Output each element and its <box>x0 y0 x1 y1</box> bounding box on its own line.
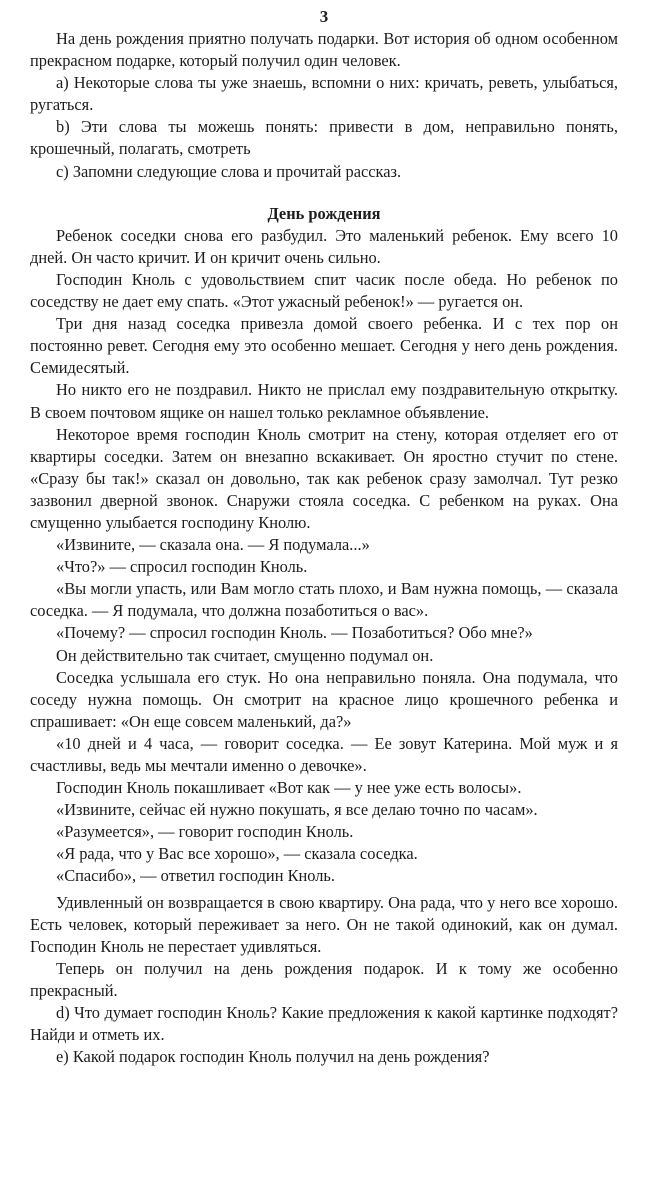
story-paragraph: Но никто его не поздравил. Никто не прислал ему поздравительную открытку. В своем почтовом ящике он нашел только рекламное объявление. <box>30 380 618 422</box>
story-paragraph: Ребенок соседки снова его разбудил. Это маленький ребенок. Ему всего 10 дней. Он часто кричит. И он кричит очень сильно. <box>30 225 618 267</box>
story-title: День рождения <box>267 203 381 223</box>
story-paragraph: Теперь он получил на день рождения подарок. И к тому же особенно прекрасный. <box>30 958 618 1000</box>
story-paragraph: «Извините, сейчас ей нужно покушать, я все делаю точно по часам». <box>56 800 538 820</box>
spacer <box>30 183 618 203</box>
story-paragraph: «Почему? — спросил господин Кноль. — Позаботиться? Обо мне?» <box>56 623 533 643</box>
task-e: е) Какой подарок господин Кноль получил на день рождения? <box>56 1047 490 1067</box>
story-paragraph: Он действительно так считает, смущенно подумал он. <box>56 645 434 665</box>
intro-paragraph: На день рождения приятно получать подарки. Вот история об одном особенном прекрасном подарке, который получил один человек. <box>30 29 618 71</box>
story-paragraph: «Что?» — спросил господин Кноль. <box>56 557 308 577</box>
task-c: c) Запомни следующие слова и прочитай рассказ. <box>56 161 402 181</box>
story-paragraph: «Извините, — сказала она. — Я подумала...» <box>56 535 370 555</box>
task-a: а) Некоторые слова ты уже знаешь, вспомни о них: кричать, реветь, улыбаться, ругаться. <box>30 73 618 115</box>
story-paragraph: Удивленный он возвращается в свою квартиру. Она рада, что у него все хорошо. Есть человек, который переживает за него. Он не такой одинокий, как он думал. Господин Кноль не перестает удивляться. <box>30 892 618 956</box>
story-paragraph: «Разумеется», — говорит господин Кноль. <box>56 822 354 842</box>
story-paragraph: Некоторое время господин Кноль смотрит на стену, которая отделяет его от квартиры соседки. Затем он внезапно вскакивает. Он яростно стучит по стене. «Сразу бы так!» сказал он довольно, так как ребенок сразу замолчал. Тут резко зазвонил дверной звонок. Снаружи стояла соседка. С ребенком на руках. Она смущенно улыбается господину Кнолю. <box>30 424 618 532</box>
task-d: d) Что думает господин Кноль? Какие предложения к какой картинке подходят? Найди и отметь их. <box>30 1003 618 1045</box>
story-paragraph: Господин Кноль покашливает «Вот как — у нее уже есть волосы». <box>56 778 522 798</box>
story-paragraph: «Вы могли упасть, или Вам могло стать плохо, и Вам нужна помощь, — сказала соседка. — Я подумала, что должна позаботиться о вас». <box>30 579 618 621</box>
page-number: 3 <box>319 7 329 26</box>
story-paragraph: Господин Кноль с удовольствием спит часик после обеда. Но ребенок по соседству не дает ему спать. «Этот ужасный ребенок!» — ругается он. <box>30 269 618 312</box>
story-paragraph: Соседка услышала его стук. Но она неправильно поняла. Она подумала, что соседу нужна помощь. Он смотрит на красное лицо крошечного ребенка и спрашивает: «Он еще совсем маленький, да?» <box>30 667 618 731</box>
story-paragraph: «Спасибо», — ответил господин Кноль. <box>56 866 336 886</box>
story-paragraph: «Я рада, что у Вас все хорошо», — сказала соседка. <box>56 844 418 864</box>
story-paragraph: Три дня назад соседка привезла домой своего ребенка. И с тех пор он постоянно ревет. Сегодня ему это особенно мешает. Сегодня у него день рождения. Семидесятый. <box>30 314 618 378</box>
task-b: b) Эти слова ты можешь понять: привести в дом, неправильно понять, крошечный, полагать, смотреть <box>30 117 618 159</box>
story-paragraph: «10 дней и 4 часа, — говорит соседка. — Ее зовут Катерина. Мой муж и я счастливы, ведь мы мечтали именно о девочке». <box>30 733 618 775</box>
